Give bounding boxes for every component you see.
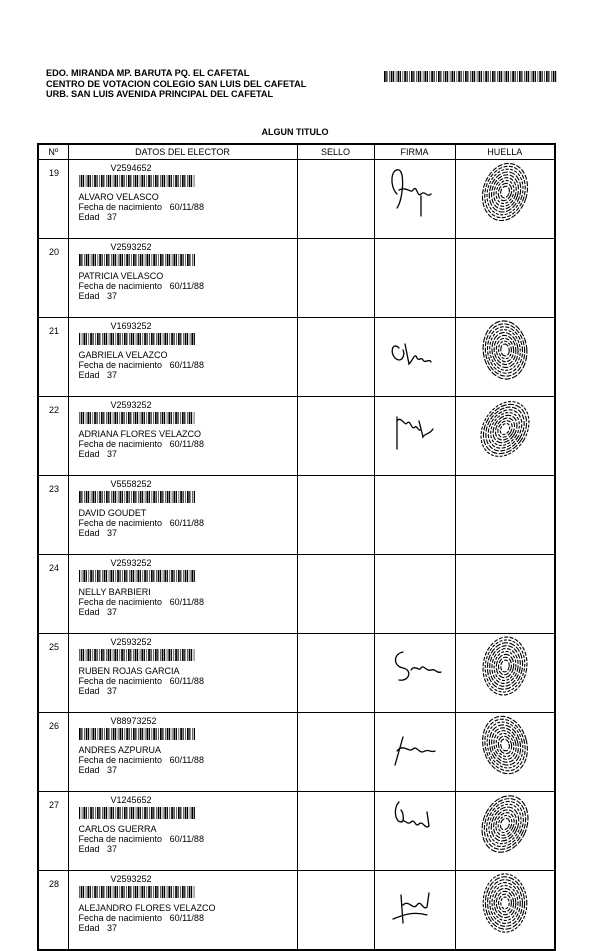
signature-image <box>383 397 447 459</box>
age-label: Edad <box>78 844 100 854</box>
header-barcode <box>384 71 557 82</box>
row-number: 26 <box>38 713 68 792</box>
age-value: 37 <box>107 528 118 538</box>
table-row <box>38 160 555 239</box>
signature-cell <box>374 160 455 239</box>
age-label: Edad <box>78 923 100 933</box>
table-row <box>38 792 555 871</box>
signature-image <box>383 713 447 775</box>
elector-barcode <box>79 886 195 898</box>
signature-cell <box>374 871 455 951</box>
signature-cell <box>374 713 455 792</box>
stamp-cell <box>297 871 374 951</box>
fingerprint-ridges <box>475 792 535 856</box>
stamp-cell <box>297 397 374 476</box>
row-number: 19 <box>38 160 68 239</box>
elector-id: V2594652 <box>110 163 152 173</box>
elector-id: V5558252 <box>110 479 152 489</box>
signature-image <box>383 318 447 380</box>
fingerprint-cell <box>455 792 555 871</box>
age-value: 37 <box>107 844 118 854</box>
table-row <box>38 318 555 397</box>
birth-label: Fecha de nacimiento <box>78 202 163 212</box>
birth-date: 60/11/88 <box>169 597 204 607</box>
age-label: Edad <box>78 291 100 301</box>
signature-cell <box>374 792 455 871</box>
age-value: 37 <box>107 291 118 301</box>
fingerprint-ridges <box>479 634 530 698</box>
elector-id: V1693252 <box>110 321 152 331</box>
row-number: 22 <box>38 397 68 476</box>
age-value: 37 <box>107 449 118 459</box>
header-address <box>46 68 306 100</box>
birth-label: Fecha de nacimiento <box>78 834 163 844</box>
table-row <box>38 634 555 713</box>
stamp-cell <box>297 239 374 318</box>
elector-id: V1245652 <box>110 795 152 805</box>
elector-data <box>68 792 297 871</box>
fingerprint-image <box>475 318 535 382</box>
age-value: 37 <box>107 607 118 617</box>
age-label: Edad <box>78 528 100 538</box>
age-value: 37 <box>107 765 118 775</box>
fingerprint-image <box>475 397 535 461</box>
elector-barcode <box>79 491 195 503</box>
signature-cell <box>374 397 455 476</box>
elector-data <box>68 871 297 951</box>
elector-name: CARLOS GUERRA <box>78 824 157 834</box>
elector-name: ALEJANDRO FLORES VELAZCO <box>78 903 216 913</box>
fingerprint-image <box>475 713 535 777</box>
birth-label: Fecha de nacimiento <box>78 913 163 923</box>
signature-image <box>383 792 447 854</box>
elector-data <box>68 634 297 713</box>
age-label: Edad <box>78 370 100 380</box>
col-header-signature: FIRMA <box>374 144 455 160</box>
elector-barcode <box>79 570 195 582</box>
elector-data <box>68 397 297 476</box>
birth-label: Fecha de nacimiento <box>78 360 163 370</box>
elector-name: ADRIANA FLORES VELAZCO <box>78 429 202 439</box>
age-label: Edad <box>78 686 100 696</box>
fingerprint-ridges <box>480 319 529 381</box>
fingerprint-image <box>475 792 535 856</box>
elector-id: V2593252 <box>110 400 152 410</box>
stamp-cell <box>297 160 374 239</box>
table-row <box>38 239 555 318</box>
birth-date: 60/11/88 <box>169 755 204 765</box>
header-line-1: EDO. MIRANDA MP. BARUTA PQ. EL CAFETAL <box>46 68 250 78</box>
birth-date: 60/11/88 <box>169 913 204 923</box>
elector-barcode <box>79 807 195 819</box>
fingerprint-cell <box>455 713 555 792</box>
stamp-cell <box>297 792 374 871</box>
fingerprint-cell <box>455 555 555 634</box>
stamp-cell <box>297 318 374 397</box>
elector-name: ANDRES AZPURUA <box>78 745 162 755</box>
fingerprint-ridges <box>476 713 533 777</box>
birth-date: 60/11/88 <box>169 281 204 291</box>
birth-date: 60/11/88 <box>169 834 204 844</box>
signature-image <box>383 871 447 933</box>
signature-cell <box>374 555 455 634</box>
fingerprint-cell <box>455 239 555 318</box>
elector-barcode <box>79 728 195 740</box>
elector-id: V2593252 <box>110 242 152 252</box>
fingerprint-cell <box>455 160 555 239</box>
age-label: Edad <box>78 765 100 775</box>
signature-image <box>383 634 447 696</box>
elector-barcode <box>79 649 195 661</box>
age-label: Edad <box>78 449 100 459</box>
elector-name: ALVARO VELASCO <box>78 192 159 202</box>
page-title: ALGUN TITULO <box>261 127 329 137</box>
elector-table <box>37 143 556 951</box>
signature-cell <box>374 318 455 397</box>
row-number: 20 <box>38 239 68 318</box>
row-number: 28 <box>38 871 68 951</box>
header-line-2: CENTRO DE VOTACION COLEGIO SAN LUIS DEL CAFETAL <box>46 78 307 89</box>
fingerprint-image <box>475 634 535 698</box>
fingerprint-cell <box>455 634 555 713</box>
elector-name: GABRIELA VELAZCO <box>78 350 168 360</box>
elector-name: DAVID GOUDET <box>78 508 147 518</box>
age-value: 37 <box>107 686 118 696</box>
birth-date: 60/11/88 <box>169 202 204 212</box>
elector-data <box>68 318 297 397</box>
elector-id: V2593252 <box>110 874 152 884</box>
fingerprint-image <box>475 871 535 935</box>
age-value: 37 <box>107 212 118 222</box>
col-header-stamp: SELLO <box>297 144 374 160</box>
stamp-cell <box>297 713 374 792</box>
stamp-cell <box>297 476 374 555</box>
birth-label: Fecha de nacimiento <box>78 676 163 686</box>
col-header-number: Nº <box>38 144 68 160</box>
elector-id: V2593252 <box>110 558 152 568</box>
table-row <box>38 555 555 634</box>
signature-cell <box>374 239 455 318</box>
elector-id: V2593252 <box>110 637 152 647</box>
elector-data <box>68 239 297 318</box>
fingerprint-cell <box>455 397 555 476</box>
col-header-elector: DATOS DEL ELECTOR <box>68 144 297 160</box>
fingerprint-cell <box>455 871 555 951</box>
stamp-cell <box>297 555 374 634</box>
table-row <box>38 713 555 792</box>
elector-data <box>68 713 297 792</box>
birth-date: 60/11/88 <box>169 439 204 449</box>
elector-barcode <box>79 333 195 345</box>
elector-data <box>68 555 297 634</box>
age-label: Edad <box>78 607 100 617</box>
elector-name: NELLY BARBIERI <box>78 587 151 597</box>
table-row <box>38 397 555 476</box>
age-value: 37 <box>107 370 118 380</box>
birth-date: 60/11/88 <box>169 360 204 370</box>
fingerprint-ridges <box>475 397 535 461</box>
fingerprint-ridges <box>482 874 527 933</box>
header-line-3: URB. SAN LUIS AVENIDA PRINCIPAL DEL CAFETAL <box>46 89 274 99</box>
elector-data <box>68 160 297 239</box>
elector-id: V88973252 <box>110 716 157 726</box>
fingerprint-cell <box>455 318 555 397</box>
table-header-row <box>38 144 555 160</box>
table-row <box>38 476 555 555</box>
age-value: 37 <box>107 923 118 933</box>
age-label: Edad <box>78 212 100 222</box>
elector-name: RUBEN ROJAS GARCIA <box>78 666 180 676</box>
elector-name: PATRICIA VELASCO <box>78 271 164 281</box>
signature-cell <box>374 634 455 713</box>
signature-cell <box>374 476 455 555</box>
fingerprint-cell <box>455 476 555 555</box>
elector-barcode <box>79 412 195 424</box>
col-header-fingerprint: HUELLA <box>455 144 555 160</box>
row-number: 25 <box>38 634 68 713</box>
birth-date: 60/11/88 <box>169 676 204 686</box>
fingerprint-image <box>475 160 535 224</box>
birth-date: 60/11/88 <box>169 518 204 528</box>
birth-label: Fecha de nacimiento <box>78 597 163 607</box>
fingerprint-ridges <box>475 160 534 224</box>
table-row <box>38 871 555 951</box>
birth-label: Fecha de nacimiento <box>78 439 163 449</box>
elector-barcode <box>79 175 195 187</box>
elector-barcode <box>79 254 195 266</box>
birth-label: Fecha de nacimiento <box>78 755 163 765</box>
row-number: 24 <box>38 555 68 634</box>
birth-label: Fecha de nacimiento <box>78 281 163 291</box>
elector-data <box>68 476 297 555</box>
signature-image <box>383 160 447 222</box>
row-number: 21 <box>38 318 68 397</box>
row-number: 27 <box>38 792 68 871</box>
birth-label: Fecha de nacimiento <box>78 518 163 528</box>
row-number: 23 <box>38 476 68 555</box>
stamp-cell <box>297 634 374 713</box>
